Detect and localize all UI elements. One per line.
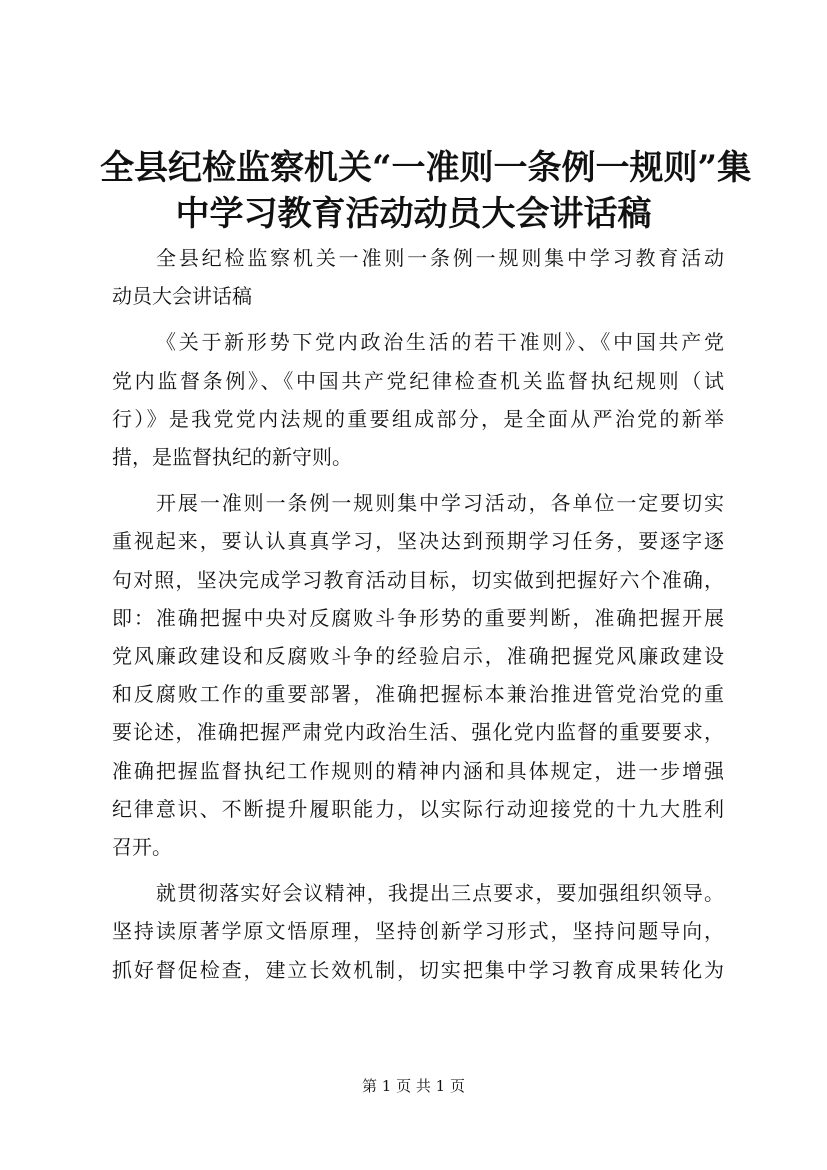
paragraph-requirements	[112, 874, 724, 989]
text-line: 全县纪检监察机关一准则一条例一规则集中学习教育活动	[156, 246, 724, 270]
paragraph-heading-repeat	[112, 239, 724, 315]
text-line: 准确把握监督执纪工作规则的精神内涵和具体规定，进一步增强	[112, 758, 724, 783]
title-line: 中学习教育活动动员大会讲话稿	[175, 194, 652, 234]
paragraph-intro	[112, 323, 724, 476]
text-line: 《关于新形势下党内政治生活的若干准则》、《中国共产党	[156, 330, 724, 355]
paragraph-activity	[112, 484, 724, 866]
text-line: 抓好督促检查，建立长效机制，切实把集中学习教育成果转化为	[112, 957, 724, 982]
text-line: 句对照，坚决完成学习教育活动目标，切实做到把握好六个准确，	[112, 567, 724, 592]
text-line: 和反腐败工作的重要部署，准确把握标本兼治推进管党治党的重	[112, 682, 724, 707]
text-line: 动员大会讲话稿	[112, 284, 252, 309]
text-line: 坚持读原著学原文悟原理，坚持创新学习形式，坚持问题导向，	[112, 919, 724, 944]
text-line: 召开。	[112, 835, 172, 860]
text-line: 党内监督条例》、《中国共产党纪律检查机关监督执纪规则（试	[112, 368, 724, 393]
text-line: 重视起来，要认认真真学习，坚决达到预期学习任务，要逐字逐	[112, 529, 724, 554]
text-line: 行）》是我党党内法规的重要组成部分，是全面从严治党的新举	[112, 406, 724, 431]
text-line: 开展一准则一条例一规则集中学习活动，各单位一定要切实	[156, 491, 724, 516]
document-title	[100, 145, 752, 237]
text-line: 即：准确把握中央对反腐败斗争形势的重要判断，准确把握开展	[112, 605, 724, 630]
page-number-footer: 第 1 页 共 1 页	[362, 1077, 465, 1095]
text-line: 纪律意识、不断提升履职能力，以实际行动迎接党的十九大胜利	[112, 796, 724, 821]
text-line: 措，是监督执纪的新守则。	[112, 445, 352, 470]
text-line: 就贯彻落实好会议精神，我提出三点要求，要加强组织领导。	[156, 881, 724, 906]
document-body	[112, 239, 724, 989]
text-line: 党风廉政建设和反腐败斗争的经验启示，准确把握党风廉政建设	[112, 644, 724, 669]
title-line: 全县纪检监察机关“一准则一条例一规则”集	[100, 148, 752, 188]
text-line: 要论述，准确把握严肃党内政治生活、强化党内监督的重要要求，	[112, 720, 724, 745]
